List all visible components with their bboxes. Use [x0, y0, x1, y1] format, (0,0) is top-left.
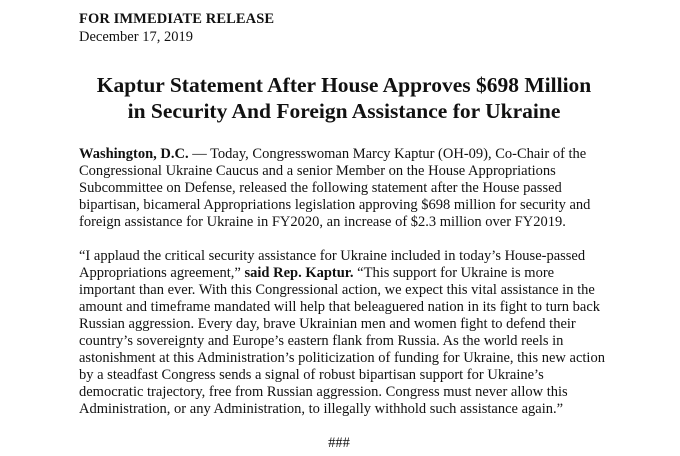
- end-mark: ###: [328, 435, 350, 451]
- paragraph-intro: [79, 146, 609, 231]
- quote-rest: “This support for Ukraine is more important than ever. With this Congressional action, we expect this vital assistance in the amount and timeframe mandated will help that beleaguered nation in its fight to turn back Russian aggression. Every day, brave Ukrainian men and women fight to defend their country’s sovereignty and Europe’s eastern flank from Russia. As the world reels in astonishment at this Administration’s politicization of funding for Ukraine, this new action by a steadfast Congress sends a signal of robust bipartisan support for Ukraine’s democratic trajectory, free from Russian aggression. Congress must never allow this Administration, or any Administration, to illegally withhold such assistance again.”: [79, 265, 605, 417]
- paragraph-quote: [79, 248, 609, 418]
- press-release: [79, 10, 609, 452]
- release-header: FOR IMMEDIATE RELEASE: [79, 11, 275, 27]
- headline-line-1: Kaptur Statement After House Approves $698 Million: [96, 73, 592, 97]
- speaker-attribution: said Rep. Kaptur.: [244, 265, 354, 281]
- headline: [71, 72, 617, 124]
- quote-start: “I applaud the critical security assistance for Ukraine included in today’s House-passed Appropriations agreement,”: [79, 248, 586, 281]
- intro-text: — Today, Congresswoman Marcy Kaptur (OH-09), Co-Chair of the Congressional Ukraine Caucus and a senior Member on the House Appropriations Subcommittee on Defense, released the following statement after the House passed bipartisan, bicameral Appropriations legislation approving $698 million for security and foreign assistance for Ukraine in FY2020, an increase of $2.3 million over FY2019.: [79, 146, 591, 230]
- headline-line-2: in Security And Foreign Assistance for Ukraine: [127, 99, 561, 123]
- release-date: December 17, 2019: [79, 29, 193, 45]
- dateline: Washington, D.C.: [79, 146, 189, 162]
